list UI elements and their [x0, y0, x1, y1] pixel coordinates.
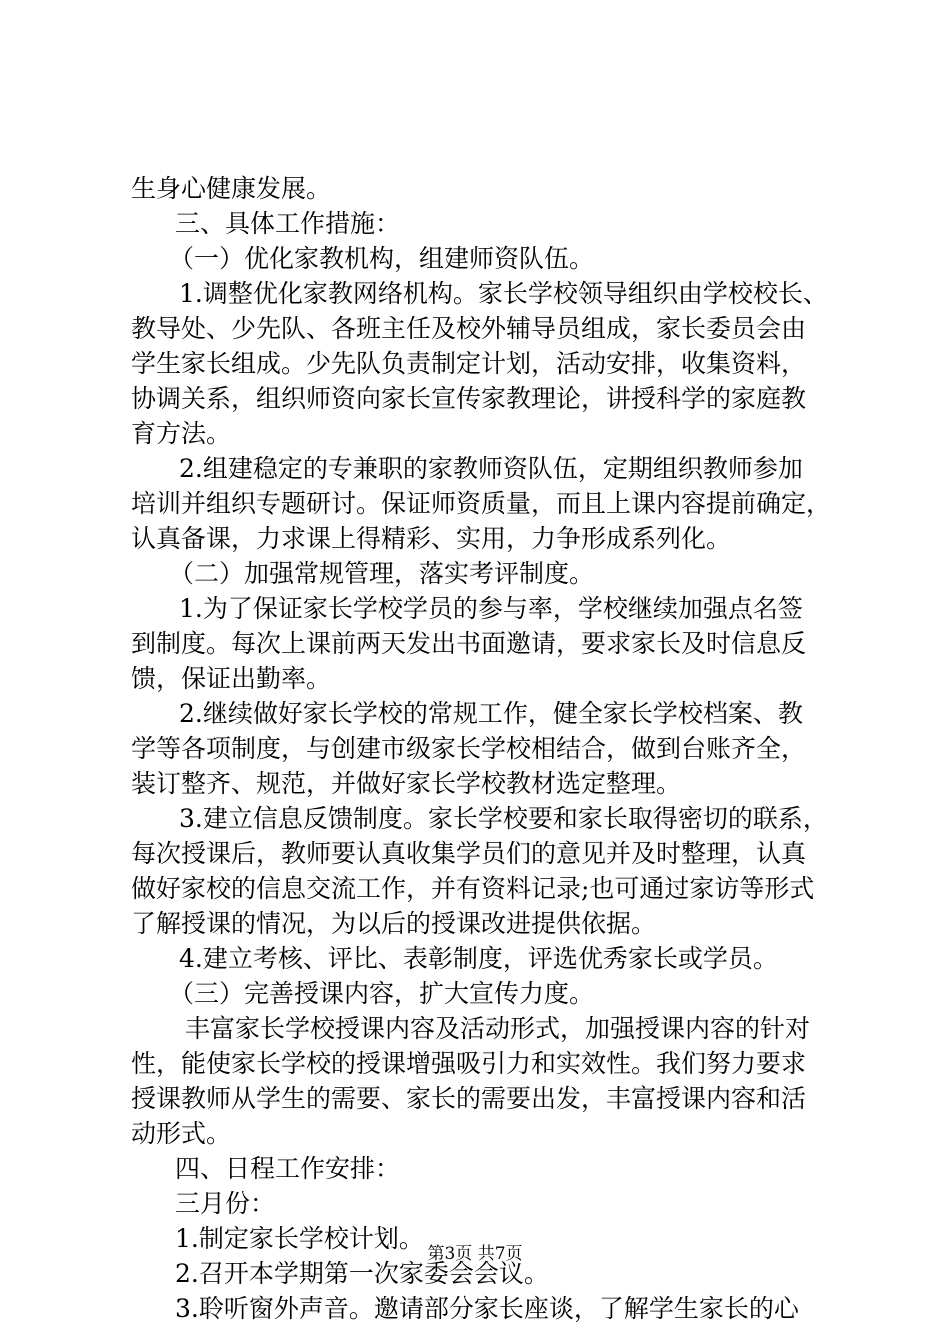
document-body	[131, 171, 831, 1326]
list-item: 2.召开本学期第一次家委会会议。	[175, 1259, 549, 1288]
text-line: 装订整齐、规范，并做好家长学校教材选定整理。	[131, 769, 682, 798]
text-line: 丰富家长学校授课内容及活动形式，加强授课内容的针对	[185, 1014, 811, 1043]
text-line: 授课教师从学生的需要、家长的需要出发，丰富授课内容和活	[131, 1084, 807, 1113]
text-line: 4.建立考核、评比、表彰制度，评选优秀家长或学员。	[179, 944, 778, 973]
subsection-heading: （二）加强常规管理，落实考评制度。	[169, 559, 595, 588]
text-line: 做好家校的信息交流工作，并有资料记录;也可通过家访等形式	[131, 874, 815, 903]
text-line: 学生家长组成。少先队负责制定计划，活动安排，收集资料，	[131, 349, 807, 378]
text-line: 到制度。每次上课前两天发出书面邀请，要求家长及时信息反	[131, 629, 807, 658]
text-line: 学等各项制度，与创建市级家长学校相结合，做到台账齐全，	[131, 734, 807, 763]
section-heading: 三、具体工作措施：	[175, 209, 401, 238]
text-line: 培训并组织专题研讨。保证师资质量，而且上课内容提前确定，	[131, 489, 832, 518]
subsection-heading: （一）优化家教机构，组建师资队伍。	[169, 244, 595, 273]
text-line: 性，能使家长学校的授课增强吸引力和实效性。我们努力要求	[131, 1049, 807, 1078]
page-number-footer: 第3页 共7页	[427, 1244, 523, 1264]
text-line: 教导处、少先队、各班主任及校外辅导员组成，家长委员会由	[131, 314, 807, 343]
subsection-heading: （三）完善授课内容，扩大宣传力度。	[169, 979, 595, 1008]
text-line: 育方法。	[131, 419, 232, 448]
text-line: 协调关系，组织师资向家长宣传家教理论，讲授科学的家庭教	[131, 384, 807, 413]
text-line: 动形式。	[131, 1119, 232, 1148]
text-line: 2.组建稳定的专兼职的家教师资队伍，定期组织教师参加	[179, 454, 803, 483]
text-line: 生身心健康发展。	[131, 174, 332, 203]
list-item: 1.制定家长学校计划。	[175, 1224, 424, 1253]
text-line: 馈，保证出勤率。	[131, 664, 332, 693]
text-line: 1.为了保证家长学校学员的参与率，学校继续加强点名签	[179, 594, 803, 623]
text-line: 三月份：	[175, 1189, 276, 1218]
text-line: 2.继续做好家长学校的常规工作，健全家长学校档案、教	[179, 699, 803, 728]
text-line: 认真备课，力求课上得精彩、实用，力争形成系列化。	[131, 524, 732, 553]
text-line: 了解授课的情况，为以后的授课改进提供依据。	[131, 909, 657, 938]
list-item: 3.聆听窗外声音。邀请部分家长座谈，了解学生家长的心	[175, 1294, 799, 1323]
text-line: 3.建立信息反馈制度。家长学校要和家长取得密切的联系，	[179, 804, 828, 833]
text-line: 1.调整优化家教网络机构。家长学校领导组织由学校校长、	[179, 279, 828, 308]
section-heading: 四、日程工作安排：	[175, 1154, 401, 1183]
text-line: 每次授课后，教师要认真收集学员们的意见并及时整理，认真	[131, 839, 807, 868]
